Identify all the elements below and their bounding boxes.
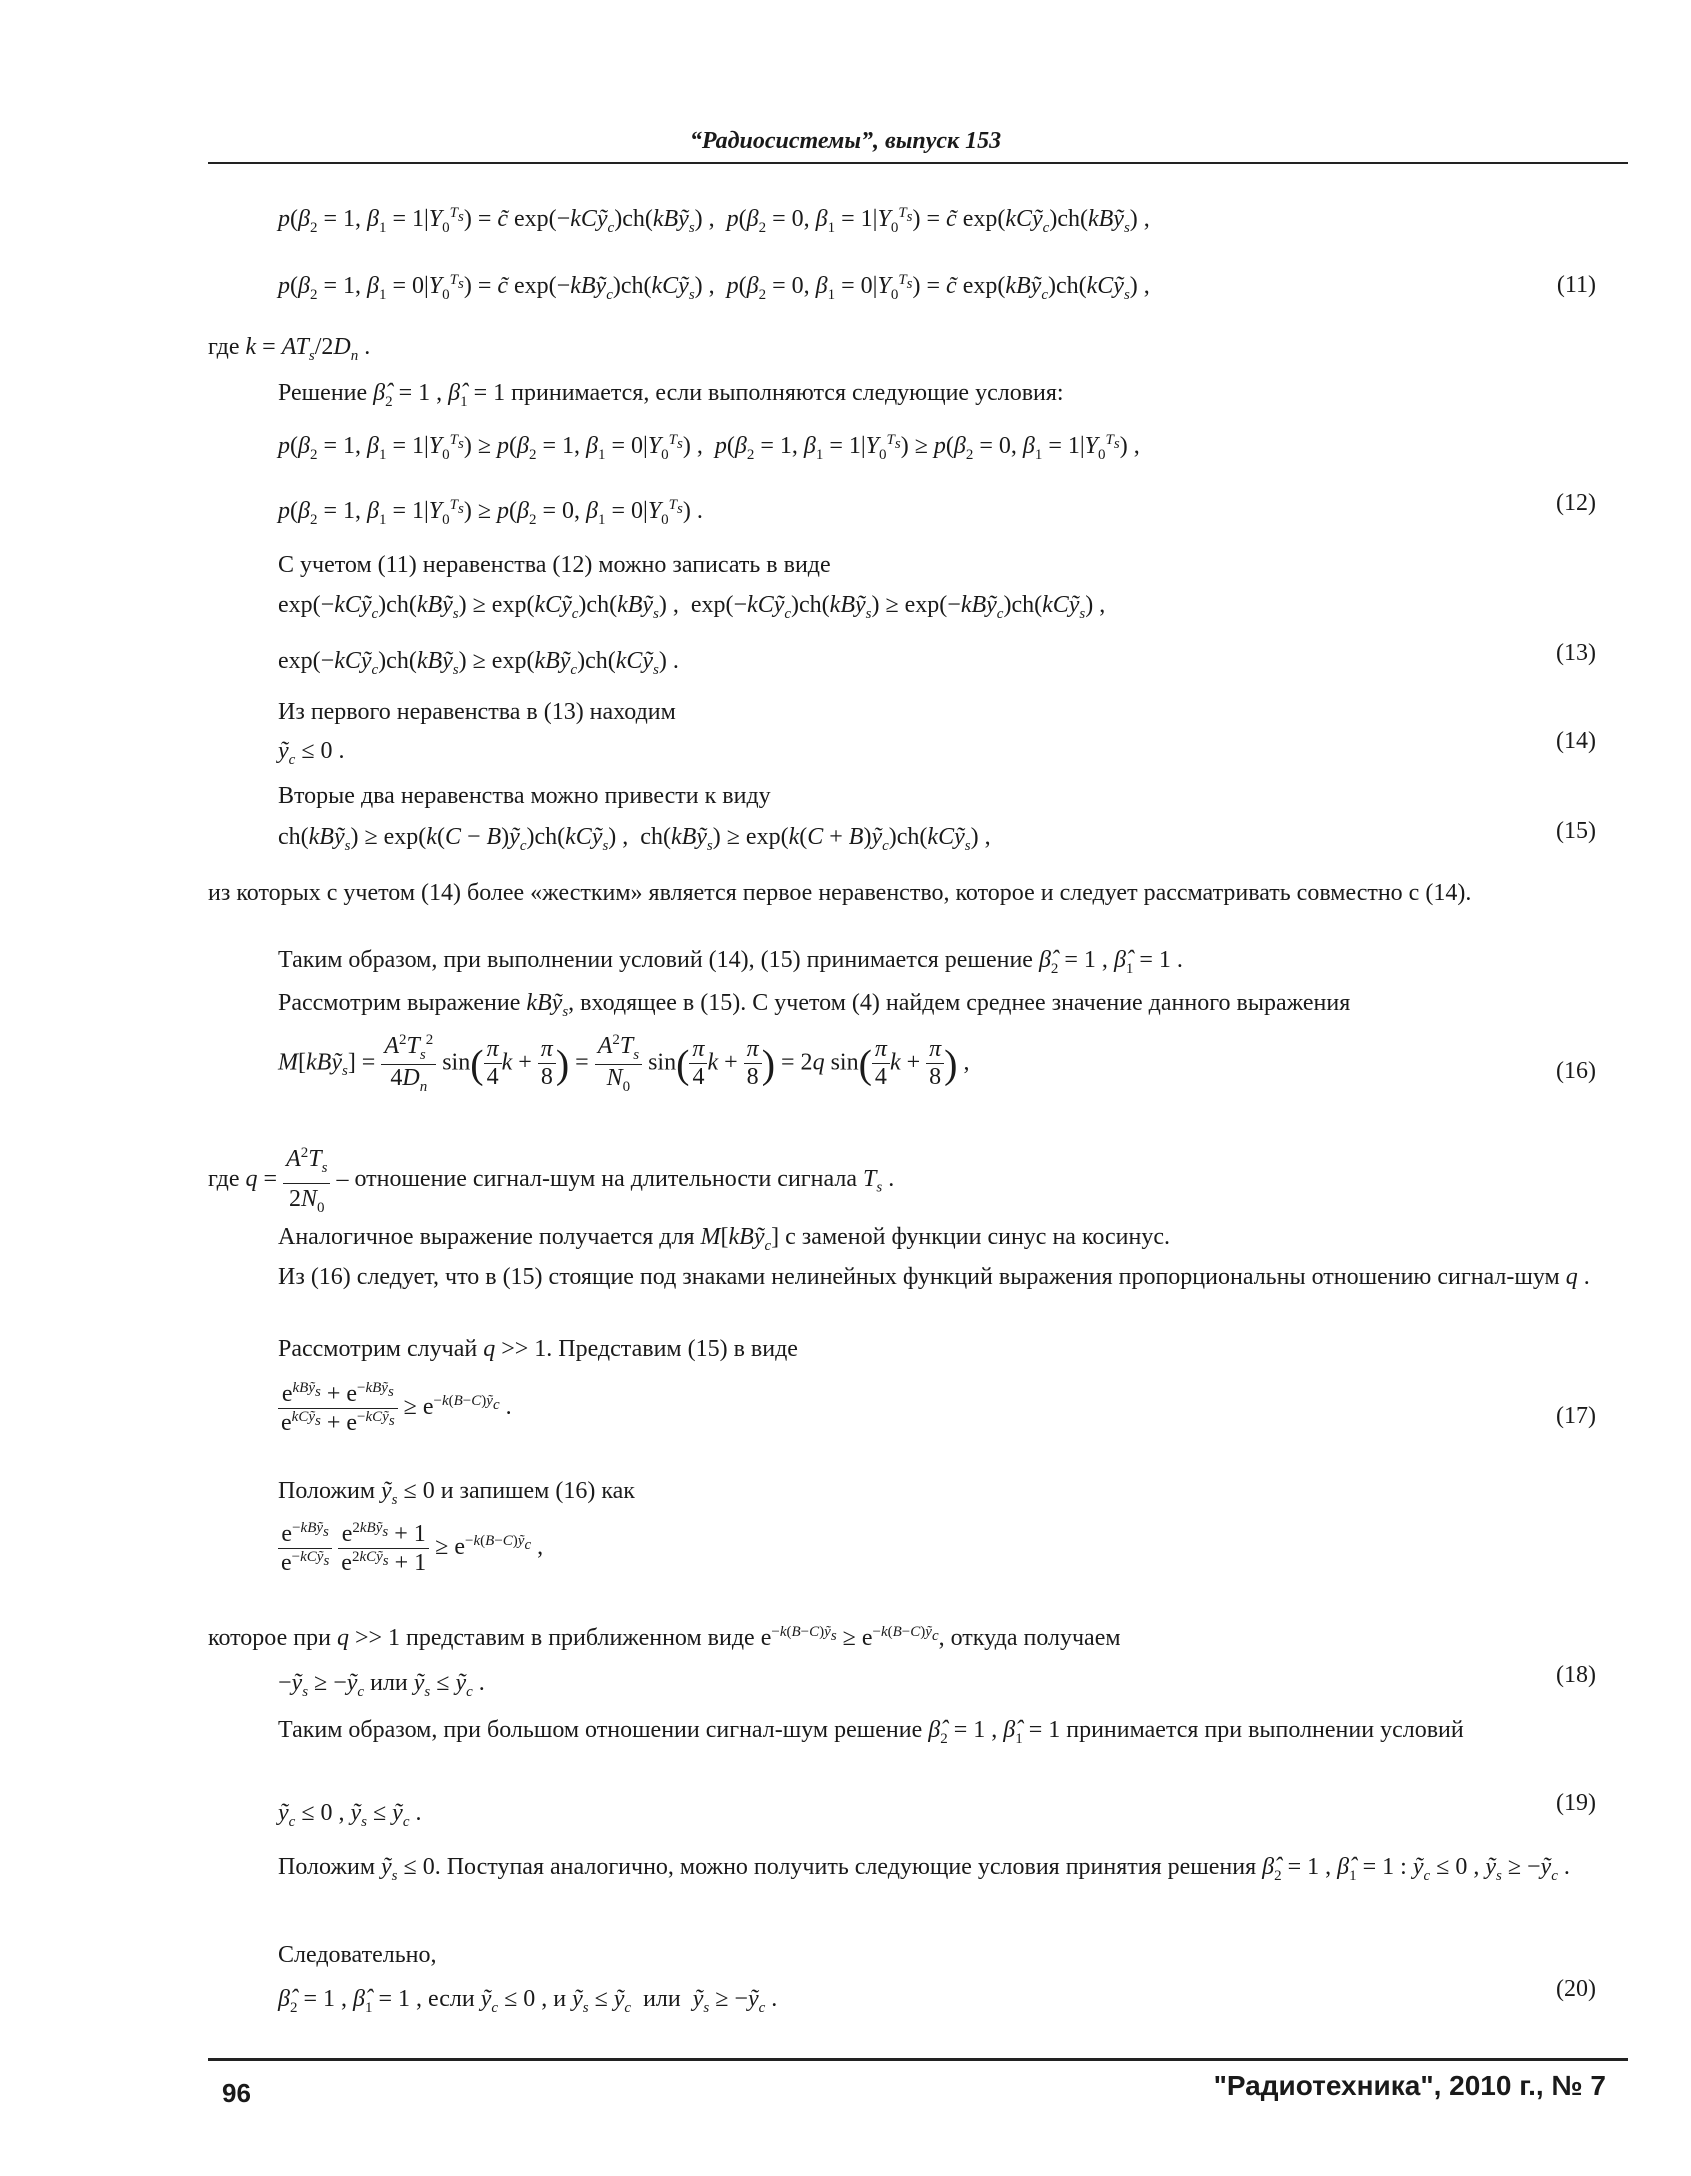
- equation-17: $\frac{e^{kBỹ_s} + e^{-kBỹ_s}}{e^{kCỹ_s} + e^{-kCỹ_s}}$ ≥ $e^{-k(B-C)ỹ_c}$ .: [278, 1380, 512, 1437]
- from-first-13-line: Из первого неравенства в (13) находим: [278, 699, 676, 725]
- equation-number-11: (11): [1556, 272, 1596, 298]
- which-at-q-line: которое при q >> 1 представим в приближенном виде $e^{-k(B-C)ỹ_s} \ge e^{-k(B-C)ỹ_c}$, откуда получаем: [208, 1624, 1121, 1651]
- where-q-line: где q = $\frac{A^2T_s}{2N_0}$ – отношение сигнал-шум на длительности сигнала $T_s$ .: [208, 1138, 894, 1223]
- equation-11-line-1: $p(\beta_2 = 1$, $\beta_1 = 1|Y_0^{T_s}$) = c̃ exp(−kCỹ$_c$)ch(kBỹ$_s$) , $p(\beta_2 = 0$, $\beta_1 = 1|Y_0^{T_s}$) = c̃ exp(kCỹ$_c$)ch(kBỹ$_s$) ,: [278, 205, 1150, 236]
- where-k-line: где $k = AT_s/2D_n$ .: [208, 334, 371, 364]
- from-which-paragraph: из которых с учетом (14) более «жестким» является первое неравенство, которое и следует рассматривать совместно с (14).: [208, 880, 1472, 906]
- equation-19: ỹ$_c$ ≤ 0 , ỹ$_s$ ≤ ỹ$_c$ .: [278, 1800, 422, 1830]
- equation-14: ỹ$_c$ ≤ 0 .: [278, 738, 345, 768]
- equation-number-13: (13): [1556, 640, 1596, 666]
- equation-number-15: (15): [1556, 818, 1596, 844]
- thus-14-15-line: Таким образом, при выполнении условий (14), (15) принимается решение $\betâ_2 = 1$ , $\betâ_1 = 1$ .: [278, 947, 1183, 977]
- second-two-line: Вторые два неравенства можно привести к виду: [278, 783, 771, 809]
- analog-line: Аналогичное выражение получается для M[kBỹ$_c$] с заменой функции синус на косинус.: [278, 1224, 1170, 1254]
- equation-number-12: (12): [1556, 490, 1596, 516]
- consider-kBy-line: Рассмотрим выражение kBỹ$_s$, входящее в (15). С учетом (4) найдем среднее значение данного выражения: [278, 990, 1351, 1020]
- equation-20: $\betâ_2 = 1$ , $\betâ_1 = 1$ , если ỹ$_c$ ≤ 0 , и ỹ$_s$ ≤ ỹ$_c$ или ỹ$_s$ ≥ −ỹ$_c$ .: [278, 1986, 778, 2016]
- journal-header: “Радиосистемы”, выпуск 153: [689, 128, 1002, 154]
- consider-q-line: Рассмотрим случай q >> 1. Представим (15) в виде: [278, 1336, 798, 1362]
- decision-intro-line: Решение $\betâ_2 = 1$ , $\betâ_1 = 1$ принимается, если выполняются следующие условия:: [278, 380, 1064, 410]
- equation-number-14: (14): [1556, 728, 1596, 754]
- equation-number-17: (17): [1556, 1403, 1596, 1429]
- page-number: 96: [222, 2078, 251, 2108]
- equation-16: M[kBỹ$_s$] = $\frac{A^2T_s^2}{4D_n}$ sin( $\frac{\pi}{4}$ k + $\frac{\pi}{8}$ ) = $\frac{A^2T_s}{N_0}$ sin( $\frac{\pi}{4}$ k + $\frac{\pi}{8}$ ) = 2q sin( $\frac{\pi}{4}$ k + $\frac{\pi}{8}$ ) ,: [278, 1032, 970, 1095]
- put-ys2-paragraph: Положим ỹ$_s$ ≤ 0. Поступая аналогично, можно получить следующие условия принятия решения $\betâ_2 = 1$ , $\betâ_1 = 1$ : ỹ$_c$ ≤ 0 , ỹ$_s$ ≥ −ỹ$_c$ .: [278, 1854, 1570, 1884]
- equation-number-19: (19): [1556, 1790, 1596, 1816]
- equation-number-18: (18): [1556, 1662, 1596, 1688]
- equation-15: ch(kBỹ$_s$) ≥ exp(k(C − B)ỹ$_c$)ch(kCỹ$_s$) , ch(kBỹ$_s$) ≥ exp(k(C + B)ỹ$_c$)ch(kCỹ$_s$) ,: [278, 824, 991, 854]
- with-regard-11-line: С учетом (11) неравенства (12) можно записать в виде: [278, 552, 831, 578]
- equation-13-line-1: exp(−kCỹ$_c$)ch(kBỹ$_s$) ≥ exp(kCỹ$_c$)ch(kBỹ$_s$) , exp(−kCỹ$_c$)ch(kBỹ$_s$) ≥ exp(−kBỹ$_c$)ch(kCỹ$_s$) ,: [278, 592, 1106, 622]
- put-ys-line: Положим ỹ$_s$ ≤ 0 и запишем (16) как: [278, 1478, 635, 1508]
- equation-number-16: (16): [1556, 1058, 1596, 1084]
- equation-16-rewritten: $\frac{e^{-kBỹ_s}}{e^{-kCỹ_s}}$ $\frac{e^{2kBỹ_s} + 1}{e^{2kCỹ_s} + 1}$ ≥ $e^{-k(B-C)ỹ_c}$ ,: [278, 1520, 543, 1577]
- header-rule: [208, 162, 1628, 164]
- equation-12-line-2: $p(\beta_2 = 1$, $\beta_1 = 1|Y_0^{T_s}) \ge p(\beta_2 = 0$, $\beta_1 = 0|Y_0^{T_s}$) .: [278, 497, 703, 528]
- equation-18: −ỹ$_s$ ≥ −ỹ$_c$ или ỹ$_s$ ≤ ỹ$_c$ .: [278, 1670, 485, 1700]
- thus-large-paragraph: Таким образом, при большом отношении сигнал-шум решение $\betâ_2 = 1$ , $\betâ_1 = 1$ принимается при выполнении условий: [278, 1717, 1464, 1747]
- equation-13-line-2: exp(−kCỹ$_c$)ch(kBỹ$_s$) ≥ exp(kBỹ$_c$)ch(kCỹ$_s$) .: [278, 648, 679, 678]
- therefore-line: Следовательно,: [278, 1942, 437, 1968]
- from-16-paragraph: Из (16) следует, что в (15) стоящие под знаками нелинейных функций выражения пропорциональны отношению сигнал-шум q .: [278, 1264, 1590, 1290]
- equation-12-line-1: $p(\beta_2 = 1$, $\beta_1 = 1|Y_0^{T_s}) \ge p(\beta_2 = 1$, $\beta_1 = 0|Y_0^{T_s}$) , $p(\beta_2 = 1$, $\beta_1 = 1|Y_0^{T_s}) \ge p(\beta_2 = 0$, $\beta_1 = 1|Y_0^{T_s}$) ,: [278, 432, 1140, 463]
- footer-journal: "Радиотехника", 2010 г., № 7: [1213, 2070, 1606, 2101]
- equation-number-20: (20): [1556, 1976, 1596, 2002]
- equation-11-line-2: $p(\beta_2 = 1$, $\beta_1 = 0|Y_0^{T_s}$) = c̃ exp(−kBỹ$_c$)ch(kCỹ$_s$) , $p(\beta_2 = 0$, $\beta_1 = 0|Y_0^{T_s}$) = c̃ exp(kBỹ$_c$)ch(kCỹ$_s$) ,: [278, 272, 1150, 303]
- footer-rule: [208, 2058, 1628, 2061]
